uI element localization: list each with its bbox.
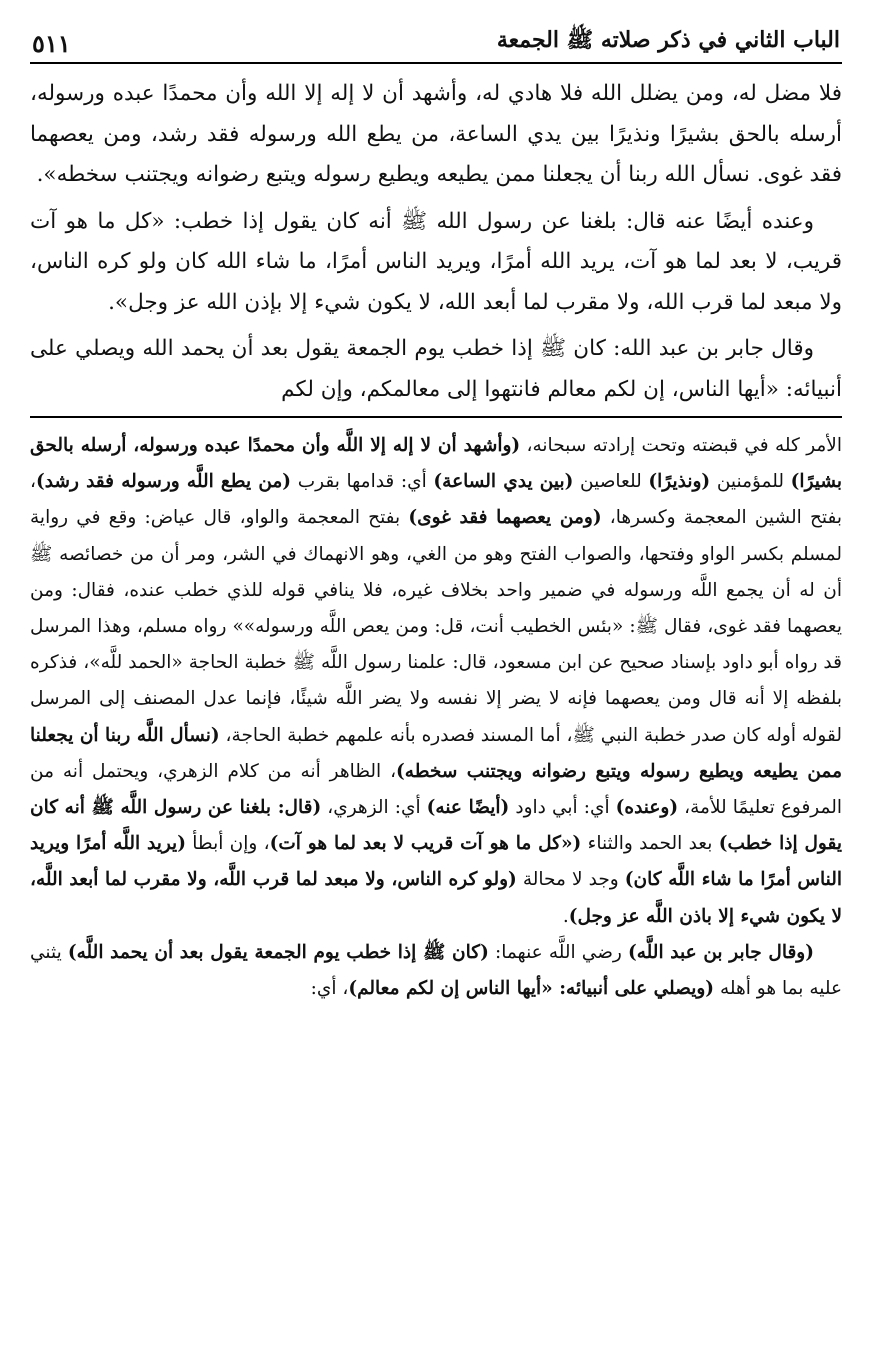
main-paragraph-2: وعنده أيضًا عنه قال: بلغنا عن رسول الله ﷺ أنه كان يقول إذا خطب: «كل ما هو آت قريب، لا بعد لما هو آت، يريد الله أمرًا، ويريد الناس أمرًا، ما شاء الله كان ولو كره الناس، ولا مبعد لما قرب الله، ولا مقرب لما أبعد الله، لا يكون شيء إلا بإذن الله عز وجل». — [30, 208, 842, 315]
commentary-text: رضي اللَّه عنهما: — [488, 941, 629, 963]
main-paragraph-3: وقال جابر بن عبد الله: كان ﷺ إذا خطب يوم الجمعة يقول بعد أن يحمد الله ويصلي على أنبيائه: «أيها الناس، إن لكم معالم فانتهوا إلى معالمكم، وإن لكم — [30, 336, 842, 402]
commentary-quote: («كل ما هو آت قريب لا بعد لما هو آت) — [269, 833, 582, 855]
commentary-quote: (وأشهد أن لا إله إلا اللَّه وأن محمدًا عبده ورسوله، أرسله بالحق بشيرًا) — [30, 435, 843, 493]
commentary-text: ، أي: — [310, 978, 349, 1000]
commentary-text: بفتح المعجمة والواو، قال عياض: وقع في رواية لمسلم بكسر الواو وفتحها، والصواب الفتح وهو من الغي، وهو الانهماك في الشر، ومر أن من خصائصه ﷺ أن له أن يجمع اللَّه ورسوله في ضمير واحد بخلاف غيره، فلا ينافي قوله للذي خطب عنده، فقال: ومن يعصهما فقد غوى، فقال ﷺ: «بئس الخطيب أنت، قل: ومن يعص اللَّه ورسوله»» رواه مسلم، وهذا المرسل قد رواه أبو داود بإسناد صحيح عن ابن مسعود، قال: علمنا رسول اللَّه ﷺ خطبة الحاجة «الحمد للَّه»، فذكره بلفظه إلا أنه قال ومن يعصهما فإنه لا يضر إلا نفسه ولا يضر اللَّه شيئًا، فإنما عدل المصنف إلى المرسل لقوله أوله كان صدر خطبة النبي ﷺ، أما المسند فصدره بأنه علمهم خطبة الحاجة، — [30, 507, 842, 746]
page-number: ٥١١ — [32, 29, 71, 58]
commentary-quote: (ويصلي على أنبيائه: «أيها الناس إن لكم معالم) — [348, 978, 715, 1000]
commentary-text: للمؤمنين — [710, 471, 791, 493]
commentary-quote: (نسأل اللَّه ربنا أن يجعلنا ممن يطيعه ويطيع رسوله ويتبع رضوانه ويجتنب سخطه) — [30, 724, 843, 782]
commentary-quote: (ونذيرًا) — [648, 471, 711, 493]
main-text — [30, 74, 842, 410]
commentary-text: . — [562, 905, 569, 927]
commentary-text: أي: قدامها بقرب — [291, 471, 434, 493]
commentary-quote: (كان ﷺ إذا خطب يوم الجمعة يقول بعد أن يحمد اللَّه) — [67, 941, 489, 963]
commentary-paragraph-1 — [30, 428, 842, 935]
commentary-text: ، الظاهر أنه من كلام الزهري، ويحتمل أنه من المرفوع تعليمًا للأمة، — [30, 760, 842, 819]
commentary-quote: (بين يدي الساعة) — [433, 471, 574, 493]
commentary-quote: (يريد اللَّه أمرًا ويريد الناس أمرًا ما شاء اللَّه كان) — [30, 833, 842, 891]
commentary-text: بعد الحمد والثناء — [581, 833, 719, 855]
commentary-text: للعاصين — [573, 471, 649, 493]
page-header — [30, 20, 842, 64]
commentary-text: أي: الزهري، — [321, 797, 427, 819]
commentary-quote: (أيضًا عنه) — [426, 797, 510, 819]
commentary-text: أي: أبي داود — [509, 797, 616, 819]
commentary-quote: (قال: بلغنا عن رسول اللَّه ﷺ أنه كان يقول إذا خطب) — [30, 797, 842, 855]
commentary-quote: (من يطع اللَّه ورسوله فقد رشد) — [35, 471, 292, 493]
commentary-text: وجد لا محالة — [516, 869, 625, 891]
commentary-quote: (وعنده) — [615, 797, 679, 819]
commentary-text: ، بفتح الشين المعجمة وكسرها، — [30, 471, 842, 529]
commentary-text: يثني عليه بما هو أهله — [30, 941, 842, 1000]
book-page — [30, 20, 842, 1340]
commentary — [30, 428, 842, 1007]
commentary-quote: (ولو كره الناس، ولا مبعد لما قرب اللَّه، ولا مقرب لما أبعد اللَّه، لا يكون شيء إلا باذن اللَّه عز وجل) — [30, 869, 842, 927]
main-paragraph-1: فلا مضل له، ومن يضلل الله فلا هادي له، وأشهد أن لا إله إلا الله وأن محمدًا عبده ورسوله، أرسله بالحق بشيرًا ونذيرًا بين يدي الساعة، من يطع الله ورسوله فقد رشد، ومن يعصهما فقد غوى. نسأل الله ربنا أن يجعلنا ممن يطيعه ويطيع رسوله ويتبع رضوانه ويجتنب سخطه». — [30, 81, 842, 187]
running-title: الباب الثاني في ذكر صلاته ﷺ الجمعة — [496, 27, 840, 53]
commentary-text: ، وإن أبطأ — [185, 833, 270, 855]
commentary-text: الأمر كله في قبضته وتحت إرادته سبحانه، — [520, 435, 843, 456]
footnote-divider — [30, 416, 842, 418]
commentary-paragraph-2 — [30, 935, 842, 1007]
commentary-quote: (ومن يعصهما فقد غوى) — [408, 507, 602, 529]
commentary-quote: (وقال جابر بن عبد اللَّه) — [628, 941, 814, 963]
